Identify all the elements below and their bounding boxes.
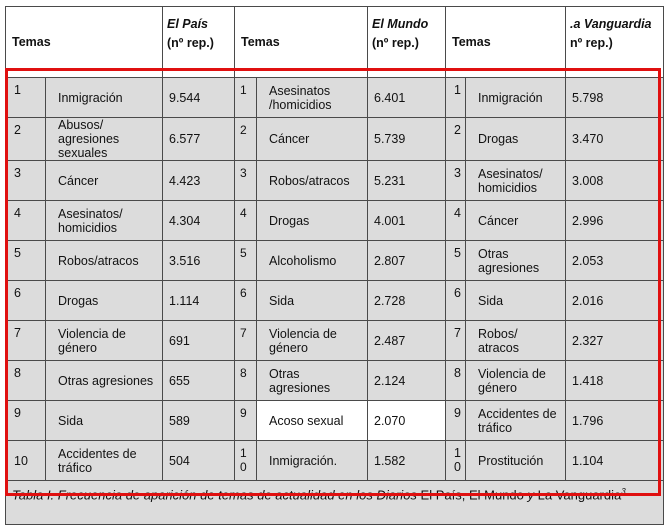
count-el-pais: 4.304 xyxy=(163,201,235,241)
topic-la-vanguardia: Inmigración xyxy=(466,78,566,118)
count-el-pais: 4.423 xyxy=(163,161,235,201)
rank-el-mundo: 5 xyxy=(235,241,257,281)
topic-la-vanguardia: Cáncer xyxy=(466,201,566,241)
count-el-mundo: 5.739 xyxy=(368,118,446,161)
caption-prefix: Tabla I. Frecuencia de aparición de temas de actualidad en los Diarios xyxy=(12,487,421,503)
rank-el-pais: 8 xyxy=(6,361,46,401)
rank-el-pais: 7 xyxy=(6,321,46,361)
topic-el-pais: Asesinatos/ homicidios xyxy=(46,201,163,241)
count-el-pais: 589 xyxy=(163,401,235,441)
rank-la-vanguardia: 2 xyxy=(446,118,466,161)
caption-row xyxy=(6,481,664,525)
rank-el-pais: 10 xyxy=(6,441,46,481)
rank-el-pais: 1 xyxy=(6,78,46,118)
topic-el-pais: Otras agresiones xyxy=(46,361,163,401)
caption-sep-1: , xyxy=(461,487,469,503)
count-la-vanguardia: 5.798 xyxy=(566,78,664,118)
rank-el-pais: 2 xyxy=(6,118,46,161)
rank-el-pais: 3 xyxy=(6,161,46,201)
count-la-vanguardia: 3.008 xyxy=(566,161,664,201)
rank-el-mundo: 2 xyxy=(235,118,257,161)
topic-el-mundo: Asesinatos /homicidios xyxy=(257,78,368,118)
table-caption xyxy=(6,481,664,525)
header-el-pais-unit: (nº rep.) xyxy=(167,36,214,50)
topic-la-vanguardia: Prostitución xyxy=(466,441,566,481)
header-el-pais-name: El País xyxy=(167,17,208,31)
count-la-vanguardia: 3.470 xyxy=(566,118,664,161)
caption-el-mundo: El Mundo xyxy=(468,487,524,503)
frequency-table xyxy=(5,6,664,525)
rank-el-mundo: 3 xyxy=(235,161,257,201)
header-la-vanguardia xyxy=(566,7,664,78)
topic-la-vanguardia: Drogas xyxy=(466,118,566,161)
count-el-pais: 6.577 xyxy=(163,118,235,161)
topic-el-mundo: Cáncer xyxy=(257,118,368,161)
rank-el-mundo: 1 0 xyxy=(235,441,257,481)
table-page xyxy=(2,3,665,503)
topic-la-vanguardia: Accidentes de tráfico xyxy=(466,401,566,441)
caption-sep-2: y xyxy=(523,487,538,503)
topic-el-pais: Cáncer xyxy=(46,161,163,201)
caption-el-pais: El País xyxy=(420,487,462,503)
rank-el-mundo: 7 xyxy=(235,321,257,361)
header-temas-3: Temas xyxy=(446,7,566,78)
topic-el-pais: Inmigración xyxy=(46,78,163,118)
rank-el-mundo: 8 xyxy=(235,361,257,401)
rank-el-pais: 5 xyxy=(6,241,46,281)
topic-el-pais: Accidentes de tráfico xyxy=(46,441,163,481)
count-el-pais: 3.516 xyxy=(163,241,235,281)
rank-el-mundo: 1 xyxy=(235,78,257,118)
header-la-vanguardia-unit: nº rep.) xyxy=(570,36,613,50)
header-el-mundo-unit: (nº rep.) xyxy=(372,36,419,50)
topic-el-pais: Abusos/ agresiones sexuales xyxy=(46,118,163,161)
table-row xyxy=(6,441,664,481)
table-row xyxy=(6,161,664,201)
table-row xyxy=(6,321,664,361)
count-la-vanguardia: 2.016 xyxy=(566,281,664,321)
rank-la-vanguardia: 7 xyxy=(446,321,466,361)
count-el-pais: 691 xyxy=(163,321,235,361)
rank-la-vanguardia: 1 xyxy=(446,78,466,118)
rank-la-vanguardia: 8 xyxy=(446,361,466,401)
topic-la-vanguardia: Sida xyxy=(466,281,566,321)
count-la-vanguardia: 2.327 xyxy=(566,321,664,361)
topic-el-mundo: Alcoholismo xyxy=(257,241,368,281)
count-el-pais: 504 xyxy=(163,441,235,481)
rank-el-mundo: 6 xyxy=(235,281,257,321)
count-el-mundo: 2.728 xyxy=(368,281,446,321)
header-el-mundo xyxy=(368,7,446,78)
topic-el-mundo: Otras agresiones xyxy=(257,361,368,401)
header-la-vanguardia-name: .a Vanguardia xyxy=(570,17,652,31)
rank-la-vanguardia: 1 0 xyxy=(446,441,466,481)
caption-footnote: 3 xyxy=(621,487,626,496)
count-la-vanguardia: 2.996 xyxy=(566,201,664,241)
topic-el-mundo: Drogas xyxy=(257,201,368,241)
count-el-mundo: 2.807 xyxy=(368,241,446,281)
rank-la-vanguardia: 4 xyxy=(446,201,466,241)
header-row xyxy=(6,7,664,78)
count-la-vanguardia: 1.418 xyxy=(566,361,664,401)
rank-el-pais: 6 xyxy=(6,281,46,321)
rank-el-mundo: 4 xyxy=(235,201,257,241)
rank-la-vanguardia: 6 xyxy=(446,281,466,321)
topic-el-pais: Drogas xyxy=(46,281,163,321)
topic-el-mundo: Inmigración. xyxy=(257,441,368,481)
topic-el-mundo: Sida xyxy=(257,281,368,321)
count-el-pais: 1.114 xyxy=(163,281,235,321)
table-row xyxy=(6,241,664,281)
table-row xyxy=(6,281,664,321)
topic-el-pais: Violencia de género xyxy=(46,321,163,361)
rank-la-vanguardia: 3 xyxy=(446,161,466,201)
count-el-mundo: 2.070 xyxy=(368,401,446,441)
header-temas-1: Temas xyxy=(6,7,163,78)
table-row xyxy=(6,118,664,161)
topic-el-pais: Sida xyxy=(46,401,163,441)
count-la-vanguardia: 1.104 xyxy=(566,441,664,481)
rank-la-vanguardia: 5 xyxy=(446,241,466,281)
header-el-mundo-name: El Mundo xyxy=(372,17,429,31)
table-row xyxy=(6,401,664,441)
table-row xyxy=(6,201,664,241)
count-el-pais: 655 xyxy=(163,361,235,401)
header-el-pais xyxy=(163,7,235,78)
count-el-mundo: 1.582 xyxy=(368,441,446,481)
count-la-vanguardia: 2.053 xyxy=(566,241,664,281)
topic-el-mundo: Acoso sexual xyxy=(257,401,368,441)
topic-el-pais: Robos/atracos xyxy=(46,241,163,281)
caption-la-vanguardia: La Vanguardia xyxy=(537,487,622,503)
count-el-mundo: 4.001 xyxy=(368,201,446,241)
rank-la-vanguardia: 9 xyxy=(446,401,466,441)
count-el-mundo: 2.124 xyxy=(368,361,446,401)
topic-el-mundo: Violencia de género xyxy=(257,321,368,361)
topic-la-vanguardia: Asesinatos/ homicidios xyxy=(466,161,566,201)
topic-el-mundo: Robos/atracos xyxy=(257,161,368,201)
topic-la-vanguardia: Violencia de género xyxy=(466,361,566,401)
topic-la-vanguardia: Otras agresiones xyxy=(466,241,566,281)
topic-la-vanguardia: Robos/ atracos xyxy=(466,321,566,361)
count-el-mundo: 6.401 xyxy=(368,78,446,118)
count-el-mundo: 5.231 xyxy=(368,161,446,201)
table-row xyxy=(6,78,664,118)
count-el-mundo: 2.487 xyxy=(368,321,446,361)
rank-el-pais: 4 xyxy=(6,201,46,241)
rank-el-mundo: 9 xyxy=(235,401,257,441)
header-temas-2: Temas xyxy=(235,7,368,78)
count-el-pais: 9.544 xyxy=(163,78,235,118)
count-la-vanguardia: 1.796 xyxy=(566,401,664,441)
rank-el-pais: 9 xyxy=(6,401,46,441)
table-row xyxy=(6,361,664,401)
